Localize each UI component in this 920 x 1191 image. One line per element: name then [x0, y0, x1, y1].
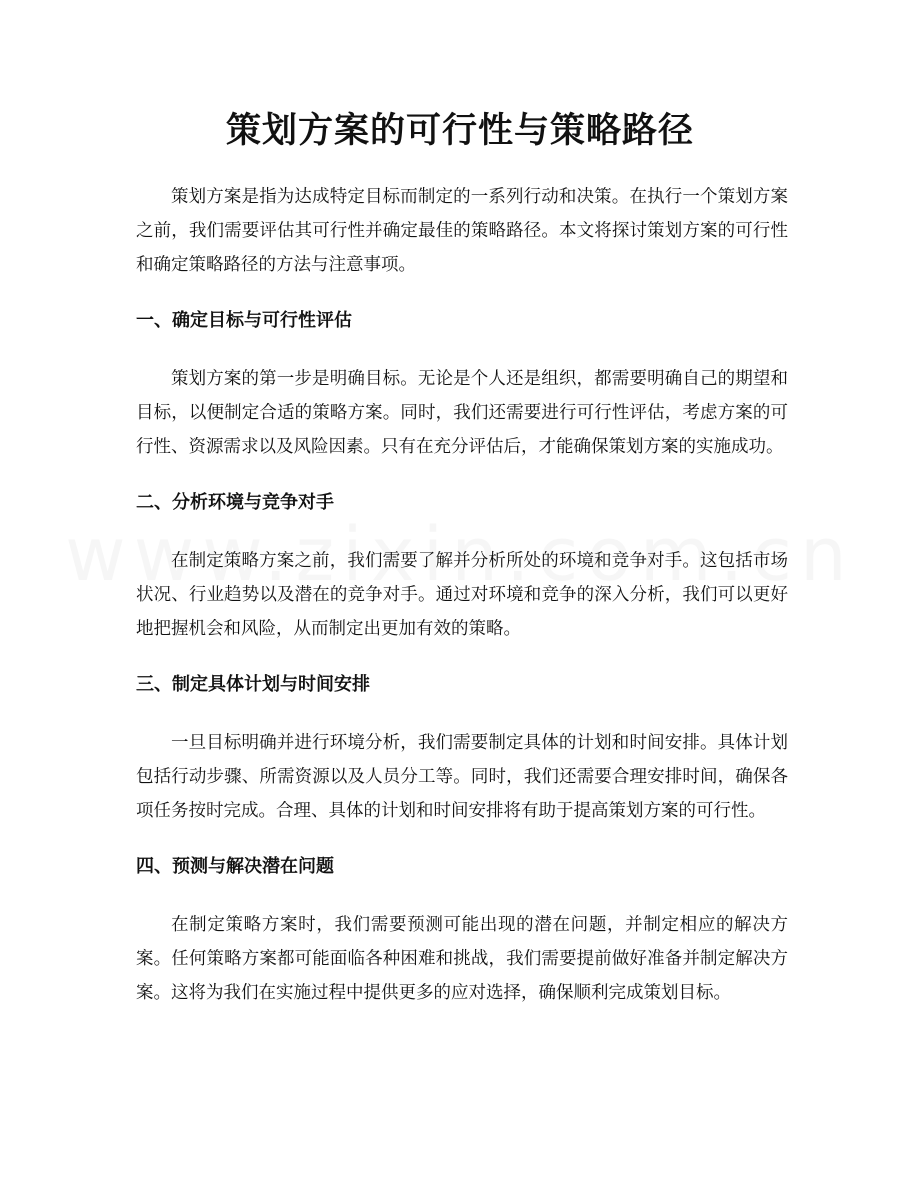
section-heading: 一、确定目标与可行性评估	[136, 310, 352, 331]
section-4	[136, 850, 788, 1010]
section-heading: 四、预测与解决潜在问题	[136, 856, 334, 877]
section-paragraph: 策划方案的第一步是明确目标。无论是个人还是组织，都需要明确自己的期望和目标，以便制定合适的策略方案。同时，我们还需要进行可行性评估，考虑方案的可行性、资源需求以及风险因素。只有在充分评估后，才能确保策划方案的实施成功。	[136, 369, 788, 457]
section-paragraph: 在制定策略方案之前，我们需要了解并分析所处的环境和竞争对手。这包括市场状况、行业趋势以及潜在的竞争对手。通过对环境和竞争的深入分析，我们可以更好地把握机会和风险，从而制定出更加有效的策略。	[136, 551, 788, 639]
intro-paragraph: 策划方案是指为达成特定目标而制定的一系列行动和决策。在执行一个策划方案之前，我们需要评估其可行性并确定最佳的策略路径。本文将探讨策划方案的可行性和确定策略路径的方法与注意事项。	[136, 187, 788, 275]
section-2	[136, 486, 788, 668]
document-title: 策划方案的可行性与策略路径	[225, 111, 694, 151]
section-paragraph: 一旦目标明确并进行环境分析，我们需要制定具体的计划和时间安排。具体计划包括行动步骤、所需资源以及人员分工等。同时，我们还需要合理安排时间，确保各项任务按时完成。合理、具体的计划和时间安排将有助于提高策划方案的可行性。	[136, 733, 788, 821]
document-body	[136, 180, 788, 1010]
section-heading: 三、制定具体计划与时间安排	[136, 674, 370, 695]
section-paragraph: 在制定策略方案时，我们需要预测可能出现的潜在问题，并制定相应的解决方案。任何策略方案都可能面临各种困难和挑战，我们需要提前做好准备并制定解决方案。这将为我们在实施过程中提供更多的应对选择，确保顺利完成策划目标。	[136, 915, 788, 1003]
section-3	[136, 668, 788, 850]
section-heading: 二、分析环境与竞争对手	[136, 492, 334, 513]
section-1	[136, 304, 788, 486]
